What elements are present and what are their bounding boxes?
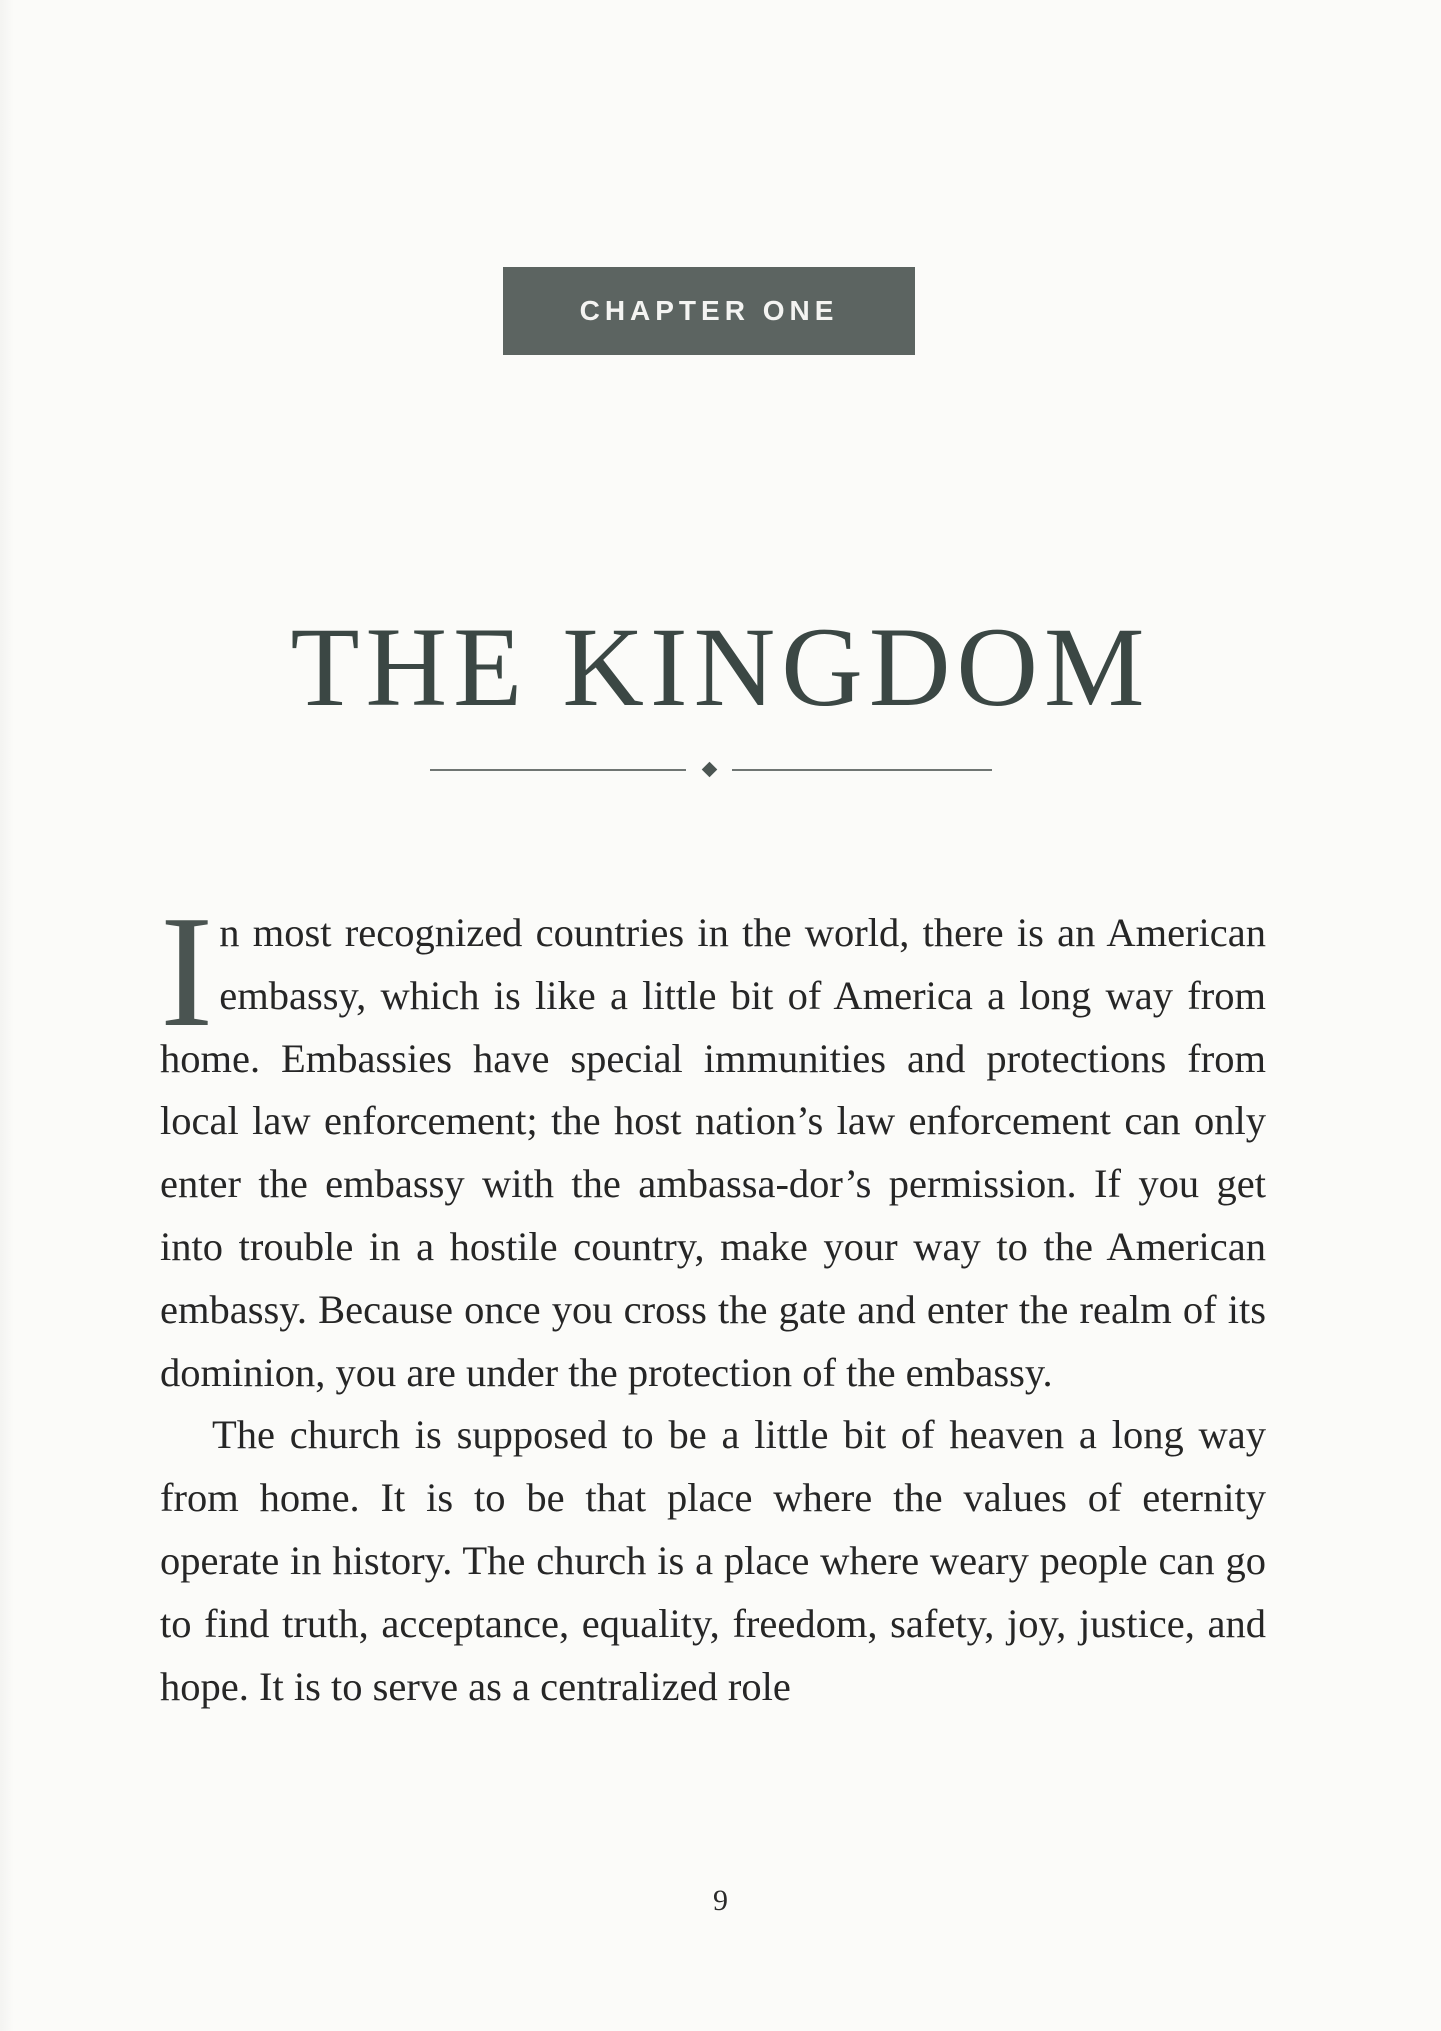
paragraph-2: The church is supposed to be a little bit of heaven a long way from home. It is to be that place where the values of eternity operate in history. The church is a place where weary people can go to find truth, acceptance, equality, freedom, safety, joy, justice, and hope. It is to serve as a centralized role — [160, 1412, 1266, 1709]
paragraph-1 — [160, 882, 1266, 1404]
divider-line-left — [430, 769, 686, 771]
chapter-title: THE KINGDOM — [290, 604, 1151, 730]
page-number: 9 — [713, 1884, 728, 1917]
diamond-ornament-icon — [702, 762, 718, 778]
paragraph-1-text: n most recognized countries in the world, there is an American embassy, which is like a little bit of America a long way from home. Embassies have special immunities and protections from local law enforcement; the host nation’s law enforcement can only enter the embassy with the ambassa-dor’s permission. If you get into trouble in a hostile country, make your way to the American embassy. Because once you cross the gate and enter the realm of its dominion, you are under the protection of the embassy. — [160, 910, 1266, 1395]
chapter-body — [160, 882, 1266, 1718]
drop-cap: I — [160, 882, 214, 1060]
divider-line-right — [732, 769, 992, 771]
chapter-label-text: CHAPTER ONE — [579, 295, 839, 326]
section-divider — [430, 760, 992, 780]
chapter-label — [503, 267, 915, 355]
